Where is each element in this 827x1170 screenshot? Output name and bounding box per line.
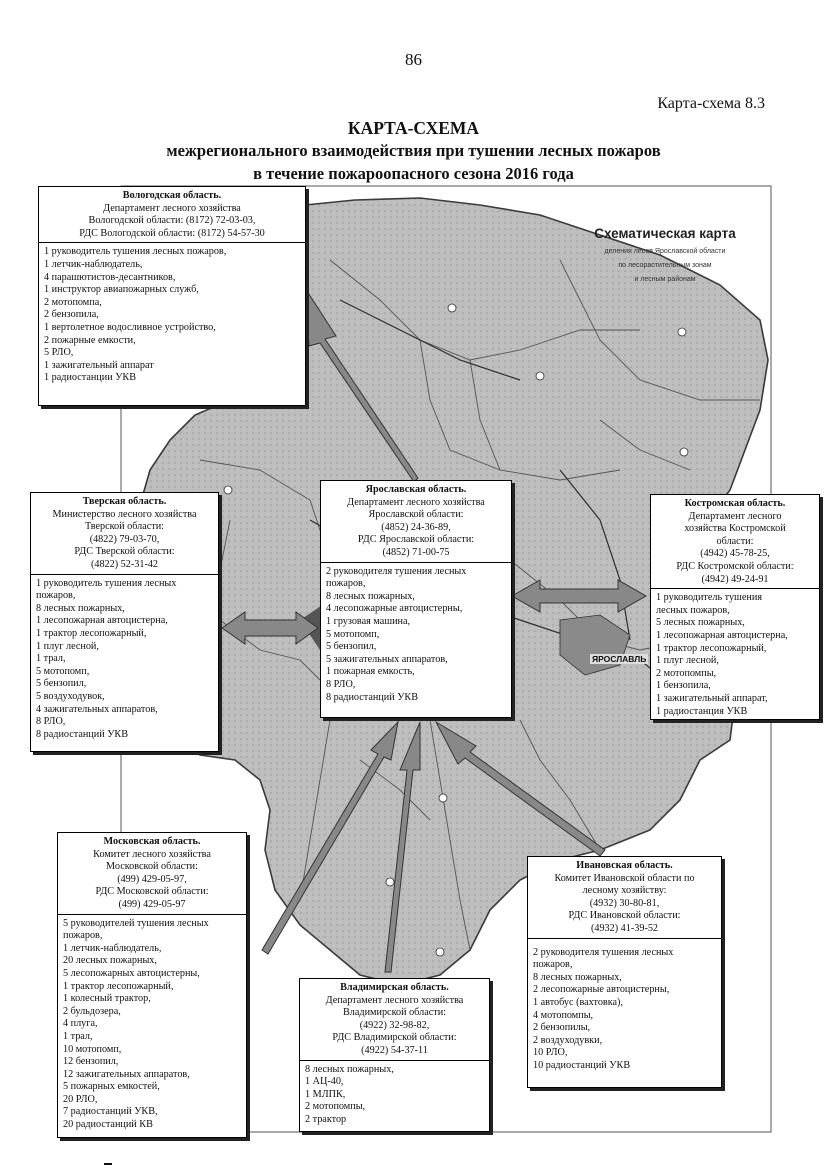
region-name: Вологодская область. [122,190,222,201]
resource-item: 1 плуг лесной, [656,655,719,667]
resource-item: 1 грузовая машина, [326,615,411,627]
resource-item: 8 РЛО, [326,678,356,690]
resource-item: 8 лесных пожарных, [305,1063,394,1075]
region-rds-label: РДС Владимирской области: [332,1032,457,1044]
resource-item: пожаров, [36,590,76,602]
region-department: хозяйства Костромской [684,523,786,535]
resource-item: 5 лесных пожарных, [656,617,745,629]
resource-item: 2 бензопила, [44,309,99,321]
region-rds-phone: (4942) 49-24-91 [701,573,769,585]
resource-item: 8 лесных пожарных, [533,971,622,983]
resource-item: 20 радиостанций КВ [63,1119,153,1131]
region-rds-phone: (499) 429-05-97 [118,898,186,910]
region-rds-label: РДС Тверской области: [74,546,175,558]
region-phone: (4932) 30-80-81, [589,897,660,909]
region-department: Московской области: [106,861,198,873]
resource-item: 1 трал, [36,653,66,665]
resource-item: 5 мотопомп, [326,628,380,640]
city-label: ЯРОСЛАВЛЬ [592,654,647,664]
resource-item: 10 РЛО, [533,1047,568,1059]
region-department: Департамент лесного [688,510,782,522]
resource-item: 8 РЛО, [36,716,66,728]
resource-item: 5 бензопил, [326,641,377,653]
region-box-moscow [57,832,247,1138]
region-name: Владимирская область. [340,982,449,993]
region-department: области: [716,535,754,547]
resource-item: 1 трактор лесопожарный, [656,642,767,654]
resource-item: 1 пожарная емкость, [326,666,415,678]
region-department: Департамент лесного хозяйства [347,496,485,508]
resource-list [39,243,305,387]
resource-item: 7 радиостанций УКВ, [63,1106,158,1118]
region-department: лесному хозяйству: [582,885,667,897]
region-rds-phone: (4922) 54-37-11 [361,1044,428,1056]
resource-item: пожаров, [326,578,366,590]
map-title: КАРТА-СХЕМА [347,118,480,138]
resource-item: 20 РЛО, [63,1093,98,1105]
resource-item: 1 летчик-наблюдатель, [44,258,143,270]
resource-item: 20 лесных пожарных, [63,955,157,967]
resource-item: 2 мотопомпы, [305,1101,366,1113]
resource-item: 1 вертолетное водосливное устройство, [44,321,216,333]
resource-item: 1 лесопожарная автоцистерна, [36,615,168,627]
resource-item: 1 АЦ-40, [305,1076,344,1088]
region-department: Департамент лесного хозяйства [325,994,464,1006]
page-number: 86 [405,50,422,69]
resource-item: 1 руководитель тушения [656,592,763,604]
region-name: Ярославская область. [365,484,467,495]
resource-item: 1 зажигательный аппарат [44,359,154,371]
resource-item: 2 пожарные емкости, [44,334,136,346]
resource-item: 8 лесных пожарных, [36,602,125,614]
region-rds-label: РДС Ярославской области: [357,534,475,546]
resource-item: 1 лесопожарная автоцистерна, [656,629,788,641]
region-rds-phone: РДС Вологодской области: (8172) 54-57-30 [79,227,265,239]
region-box-yaroslavl [320,480,512,718]
region-box-tver [30,492,219,752]
region-phone: Вологодской области: (8172) 72-03-03, [88,215,256,227]
resource-item: 8 радиостанций УКВ [326,691,419,703]
resource-item: 5 руководителей тушения лесных [63,917,209,929]
region-box-vladimir [299,978,490,1132]
resource-item: 1 руководитель тушения лесных пожаров, [44,246,227,258]
resource-item: 1 колесный трактор, [63,993,151,1005]
resource-item: 5 зажигательных аппаратов, [326,653,448,665]
region-rds-label: РДС Московской области: [95,886,209,898]
resource-list [58,915,246,1134]
resource-item: 12 зажигательных аппаратов, [63,1068,190,1080]
resource-item: 2 бульдозера, [63,1005,121,1017]
resource-item: 2 руководителя тушения лесных [326,565,467,577]
region-department: Министерство лесного хозяйства [52,508,197,520]
region-name: Тверская область. [82,496,167,507]
region-name: Костромская область. [684,498,786,509]
resource-item: 1 бензопила, [656,680,711,692]
region-rds-phone: (4822) 52-31-42 [90,558,159,570]
resource-item: 1 зажигательный аппарат, [656,692,768,704]
resource-item: 2 трактор [305,1113,347,1125]
resource-item: 4 парашютистов-десантников, [44,271,176,283]
resource-item: 2 лесопожарные автоцистерны, [533,984,670,996]
resource-item: 1 радиостанция УКВ [656,705,748,717]
region-box-vologda [38,186,306,406]
map-header-subtitle-3: и лесным районам [634,276,696,283]
region-department: Ярославской области: [368,509,464,521]
resource-item: 2 руководителя тушения лесных [533,946,674,958]
resource-item: 8 радиостанций УКВ [36,728,129,740]
resource-list [300,1061,489,1129]
resource-list [528,939,721,1075]
resource-item: 12 бензопил, [63,1056,119,1068]
region-rds-phone: (4932) 41-39-52 [590,922,659,934]
region-department: Владимирской области: [343,1007,446,1019]
region-phone: (4852) 24-36-89, [381,521,451,533]
resource-item: 5 РЛО, [44,347,74,359]
region-department: Департамент лесного хозяйства [103,202,241,214]
resource-list [321,563,511,707]
resource-item: 10 мотопомп, [63,1043,122,1055]
resource-item: пожаров, [533,959,573,971]
region-box-ivanovo [527,856,722,1088]
resource-item: 2 воздуходувки, [533,1034,603,1046]
resource-item: 5 бензопил, [36,678,87,690]
resource-item: 5 лесопожарных автоцистерны, [63,967,200,979]
map-header-title: Схематическая карта [594,226,736,241]
region-department: Комитет лесного хозяйства [93,848,211,860]
map-header-subtitle-2: по лесорастительным зонам [618,262,712,269]
resource-item: 1 МЛПК, [305,1088,346,1100]
resource-item: 2 мотопомпа, [44,296,102,308]
resource-item: 2 мотопомпы, [656,667,717,679]
region-department: Тверской области: [84,521,164,533]
region-phone: (499) 429-05-97, [117,873,187,885]
region-phone: (4922) 32-98-82, [359,1019,430,1031]
resource-item: 5 пожарных емкостей, [63,1081,160,1093]
resource-item: 1 трал, [63,1030,93,1042]
page-mark [104,1163,112,1165]
resource-item: 1 радиостанции УКВ [44,372,137,384]
region-name: Ивановская область. [576,860,673,871]
resource-list [651,589,819,720]
region-department: Комитет Ивановской области по [554,872,695,884]
region-phone: (4822) 79-03-70, [89,533,160,545]
resource-item: 1 автобус (вахтовка), [533,996,623,1008]
region-phone: (4942) 45-78-25, [700,548,770,560]
resource-item: 4 лесопожарные автоцистерны, [326,603,463,615]
region-rds-label: РДС Костромской области: [676,560,794,572]
resource-item: 8 лесных пожарных, [326,590,415,602]
region-rds-phone: (4852) 71-00-75 [382,546,450,558]
resource-item: 1 плуг лесной, [36,640,99,652]
map-subtitle-line2: в течение пожароопасного сезона 2016 года [253,164,574,183]
map-subtitle-line1: межрегионального взаимодействия при тушении лесных пожаров [166,141,661,160]
resource-item: 4 зажигательных аппаратов, [36,703,158,715]
map-header-subtitle-1: деления лесов Ярославской области [604,248,726,255]
region-rds-label: РДС Ивановской области: [568,910,681,922]
resource-item: 4 плуга, [63,1018,98,1030]
resource-item: пожаров, [63,930,103,942]
region-name: Московская область. [103,836,201,847]
schema-label: Карта-схема 8.3 [657,95,765,112]
resource-item: 1 инструктор авиапожарных служб, [44,284,199,296]
resource-item: 1 трактор лесопожарный, [36,627,147,639]
resource-item: 1 трактор лесопожарный, [63,980,174,992]
map-legend-header [580,226,750,283]
resource-item: 4 мотопомпы, [533,1009,594,1021]
resource-list [31,575,218,744]
resource-item: 5 воздуходувок, [36,690,105,702]
resource-item: 1 руководитель тушения лесных [36,577,177,589]
resource-item: 1 летчик-наблюдатель, [63,942,162,954]
resource-item: 5 мотопомп, [36,665,90,677]
region-box-kostroma [650,494,820,720]
resource-item: лесных пожаров, [656,604,730,616]
resource-item: 10 радиостанций УКВ [533,1059,631,1071]
resource-item: 2 бензопилы, [533,1022,591,1034]
